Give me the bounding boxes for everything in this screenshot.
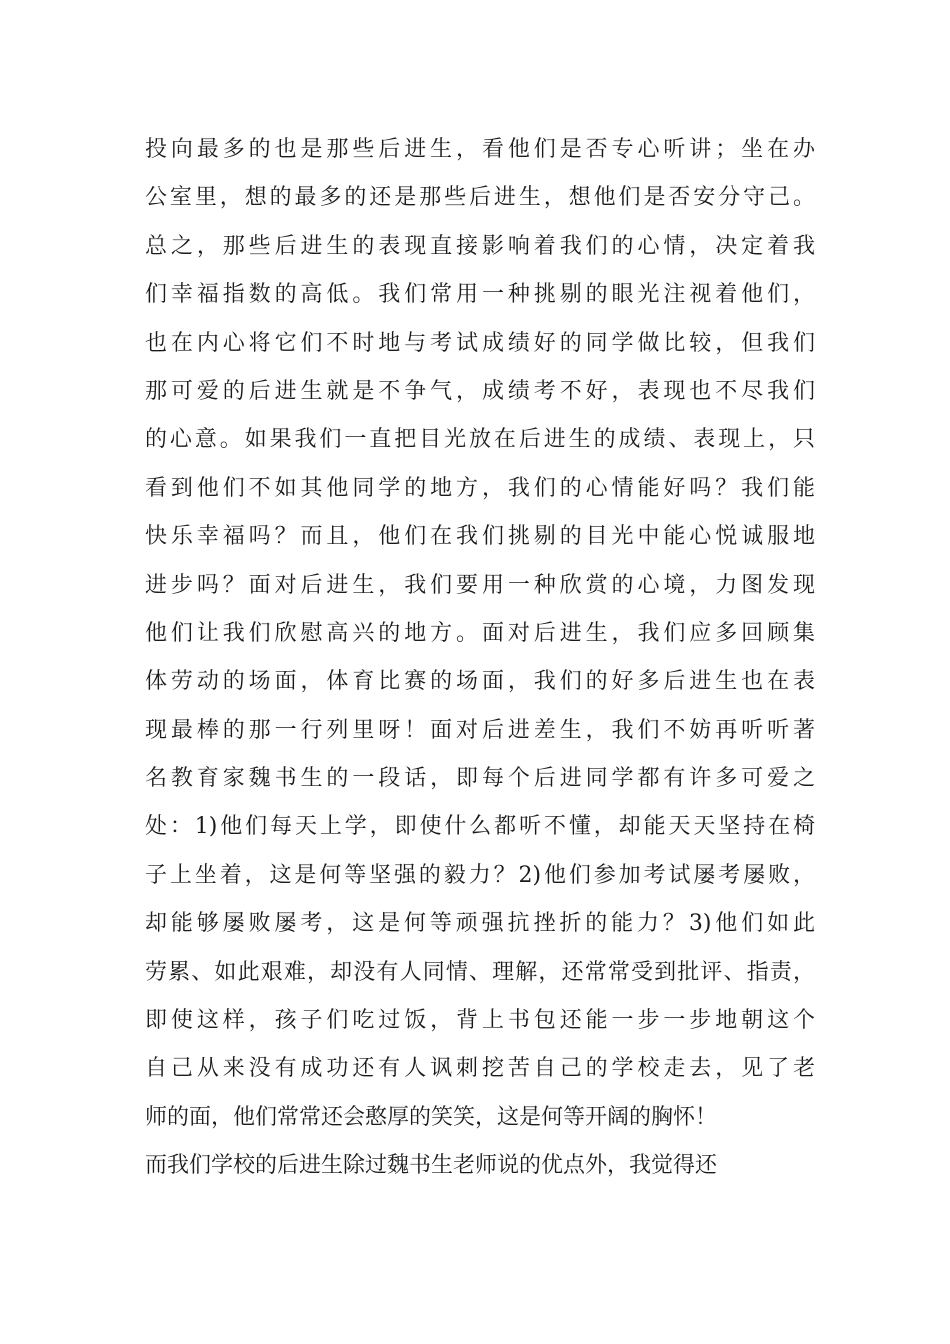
text-line: 处：1)他们每天上学，即使什么都听不懂，却能天天坚持在椅 bbox=[145, 814, 815, 840]
text-line: 进步吗？面对后进生，我们要用一种欣赏的心境，力图发现 bbox=[145, 572, 815, 598]
text-line: 总之，那些后进生的表现直接影响着我们的心情，决定着我 bbox=[145, 233, 815, 259]
text-line: 投向最多的也是那些后进生，看他们是否专心听讲；坐在办 bbox=[145, 137, 815, 162]
text-line: 师的面，他们常常还会憨厚的笑笑，这是何等开阔的胸怀！ bbox=[145, 1104, 718, 1130]
text-line: 那可爱的后进生就是不争气，成绩考不好，表现也不尽我们 bbox=[145, 378, 815, 404]
body-text bbox=[145, 126, 815, 1191]
text-line: 们幸福指数的高低。我们常用一种挑剔的眼光注视着他们， bbox=[145, 282, 815, 308]
text-line: 体劳动的场面，体育比赛的场面，我们的好多后进生也在表 bbox=[145, 669, 815, 695]
text-line: 也在内心将它们不时地与考试成绩好的同学做比较，但我们 bbox=[145, 330, 815, 356]
text-line: 即使这样，孩子们吃过饭，背上书包还能一步一步地朝这个 bbox=[145, 1008, 815, 1034]
text-line: 自己从来没有成功还有人讽刺挖苦自己的学校走去，见了老 bbox=[145, 1056, 815, 1082]
text-line: 公室里，想的最多的还是那些后进生，想他们是否安分守己。 bbox=[145, 185, 815, 211]
text-line: 看到他们不如其他同学的地方，我们的心情能好吗？我们能 bbox=[145, 475, 815, 501]
text-line: 他们让我们欣慰高兴的地方。面对后进生，我们应多回顾集 bbox=[145, 620, 815, 646]
text-line: 现最棒的那一行列里呀！面对后进差生，我们不妨再听听著 bbox=[145, 717, 815, 743]
text-line: 名教育家魏书生的一段话，即每个后进同学都有许多可爱之 bbox=[145, 766, 815, 792]
text-line: 子上坐着，这是何等坚强的毅力？2)他们参加考试屡考屡败， bbox=[145, 862, 815, 888]
text-line: 劳累、如此艰难，却没有人同情、理解，还常常受到批评、指责， bbox=[145, 959, 815, 985]
text-line: 却能够屡败屡考，这是何等顽强抗挫折的能力？3)他们如此 bbox=[145, 911, 815, 937]
text-line: 快乐幸福吗？而且，他们在我们挑剔的目光中能心悦诚服地 bbox=[145, 524, 815, 550]
text-line: 的心意。如果我们一直把目光放在后进生的成绩、表现上，只 bbox=[145, 427, 815, 453]
text-line: 而我们学校的后进生除过魏书生老师说的优点外，我觉得还 bbox=[145, 1153, 718, 1179]
